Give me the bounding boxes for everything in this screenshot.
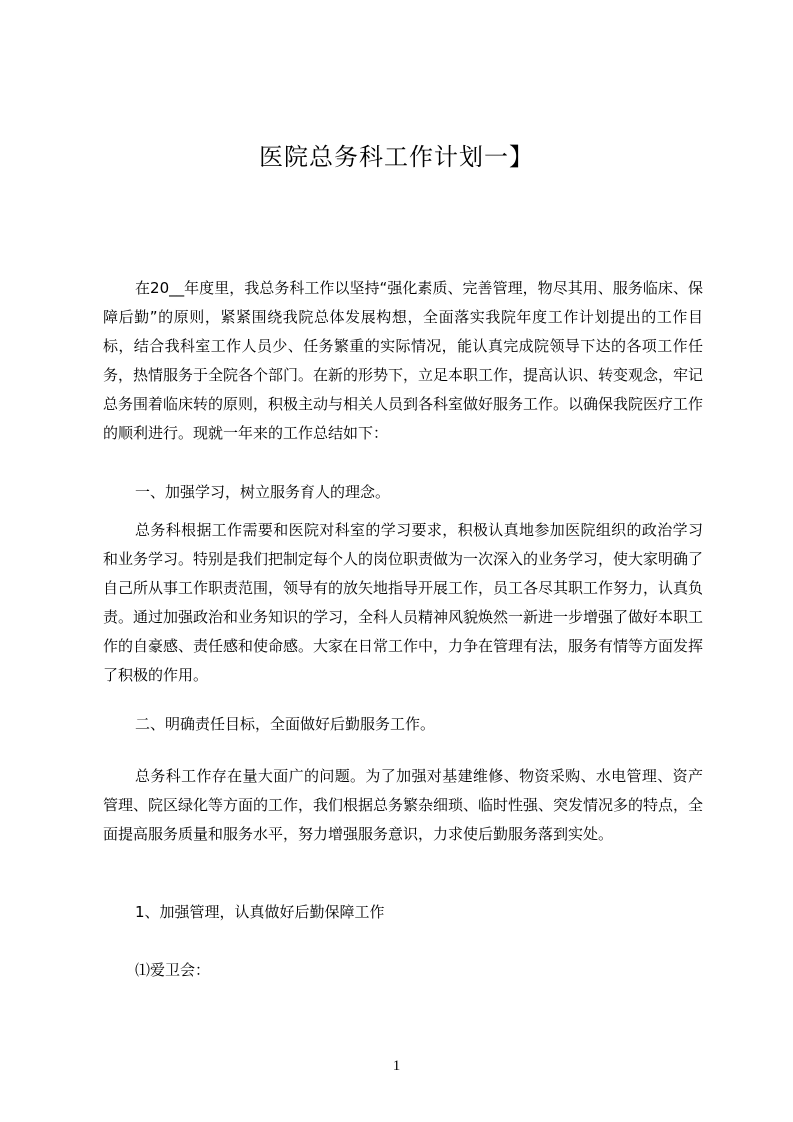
section-2-paragraph: 总务科工作存在量大面广的问题。为了加强对基建维修、物资采购、水电管理、资产管理、院区绿化等方面的工作，我们根据总务繁杂细琐、临时性强、突发情况多的特点，全面提高服务质量和服务水平，努力增强服务意识，力求使后勤服务落到实处。 bbox=[103, 767, 704, 843]
intro-paragraph: 在20__年度里，我总务科工作以坚持“强化素质、完善管理，物尽其用、服务临床、保障后勤”的原则，紧紧围绕我院总体发展构想，全面落实我院年度工作计划提出的工作目标，结合我科室工作人员少、任务繁重的实际情况，能认真完成院领导下达的各项工作任务，热情服务于全院各个部门。在新的形势下，立足本职工作，提高认识、转变观念，牢记总务围着临床转的原则，积极主动与相关人员到各科室做好服务工作。以确保我院医疗工作的顺利进行。现就一年来的工作总结如下： bbox=[103, 279, 704, 442]
section-1-paragraph: 总务科根据工作需要和医院对科室的学习要求，积极认真地参加医院组织的政治学习和业务学习。特别是我们把制定每个人的岗位职责做为一次深入的业务学习，使大家明确了自己所从事工作职责范围，领导有的放矢地指导开展工作，员工各尽其职工作努力，认真负责。通过加强政治和业务知识的学习，全科人员精神风貌焕然一新进一步增强了做好本职工作的自豪感、责任感和使命感。大家在日常工作中，力争在管理有法，服务有情等方面发挥了积极的作用。 bbox=[103, 521, 704, 684]
page-number: 1 bbox=[392, 1058, 401, 1074]
section-heading-2: 二、明确责任目标，全面做好后勤服务工作。 bbox=[135, 715, 436, 733]
subsection-heading-1: 1、加强管理，认真做好后勤保障工作 bbox=[135, 903, 385, 921]
section-heading-1: 一、加强学习，树立服务育人的理念。 bbox=[135, 483, 391, 501]
subsection-heading-2: ⑴爱卫会： bbox=[135, 961, 211, 979]
document-title: 医院总务科工作计划一】 bbox=[259, 143, 534, 171]
